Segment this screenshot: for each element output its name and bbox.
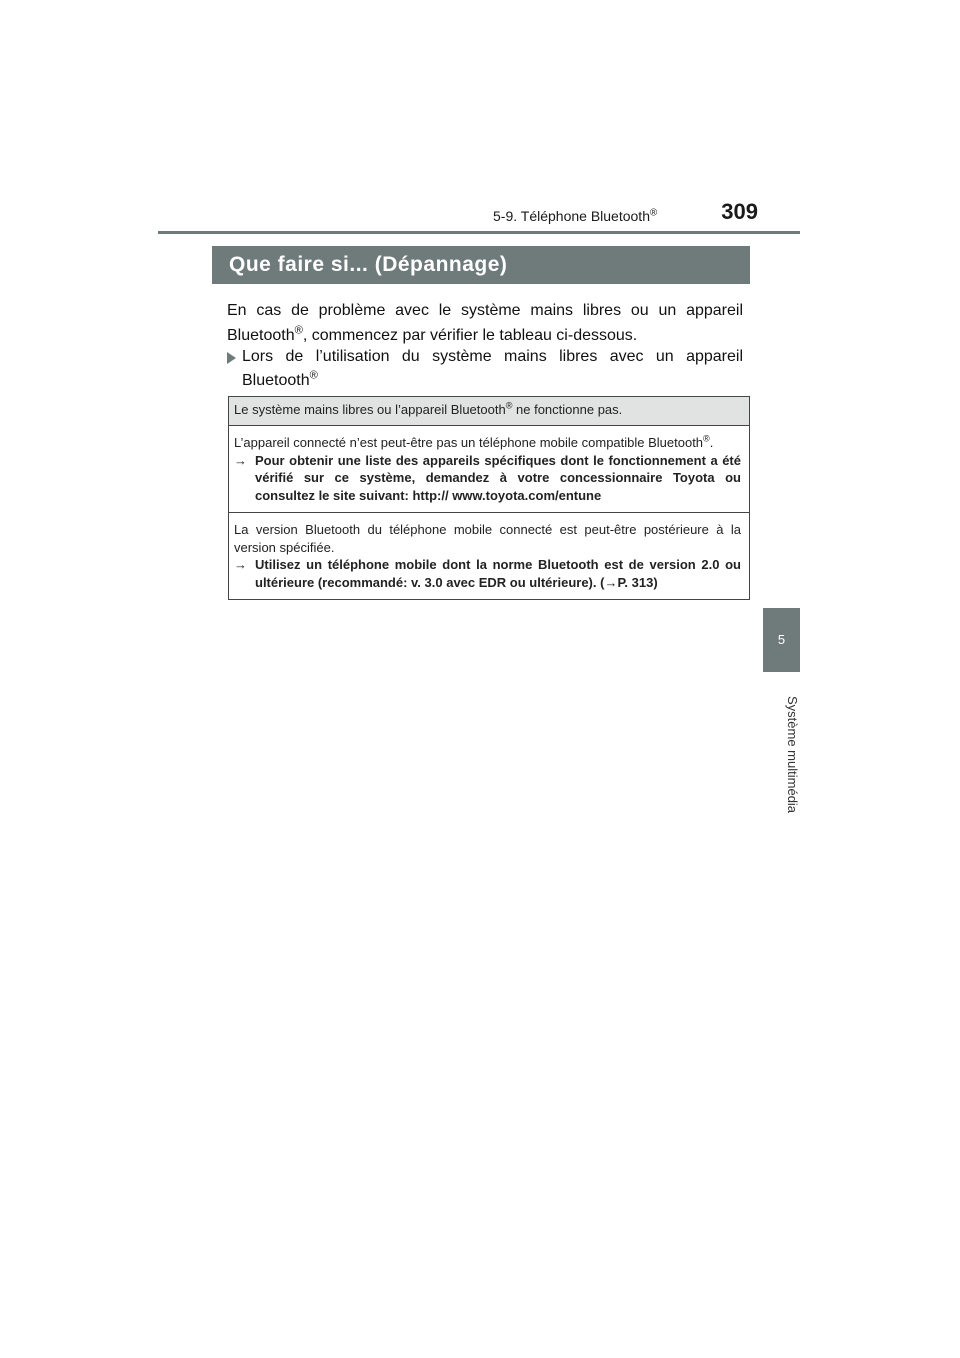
section-reference-text: 5-9. Téléphone Bluetooth: [493, 208, 650, 224]
cause-text: La version Bluetooth du téléphone mobile connecté est peut-être postérieure à la version spécifiée.: [234, 522, 741, 555]
registered-mark: ®: [703, 433, 710, 444]
section-title-bar: [212, 246, 750, 284]
page-number: 309: [721, 199, 758, 224]
arrow-icon: →: [234, 452, 247, 468]
registered-mark: ®: [505, 400, 513, 411]
registered-mark: ®: [309, 369, 318, 382]
table-header: [229, 397, 749, 426]
troubleshooting-table: [228, 396, 750, 600]
arrow-icon: →: [604, 574, 618, 590]
table-header-text-2: ne fonctionne pas.: [512, 402, 623, 417]
intro-paragraph: [227, 298, 743, 348]
table-row: [229, 426, 749, 512]
page-reference: P. 313): [617, 574, 658, 590]
registered-mark: ®: [294, 324, 303, 337]
chapter-tab: [763, 608, 800, 672]
triangle-bullet-icon: [227, 352, 236, 364]
bullet-heading-text: Lors de l’utilisation du système mains libres avec un appareil Bluetooth: [242, 348, 743, 389]
cause-text-1: L’appareil connecté n’est peut-être pas un téléphone mobile compatible Bluetooth: [234, 435, 704, 450]
registered-mark: ®: [649, 207, 658, 219]
remedy-text: [255, 556, 741, 591]
section-reference: [493, 208, 657, 224]
cause-text-2: .: [709, 435, 714, 450]
chapter-label: Système multimédia: [785, 696, 800, 814]
intro-text-2: , commencez par vérifier le tableau ci-dessous.: [302, 327, 638, 344]
remedy-text: Pour obtenir une liste des appareils spécifiques dont le fonctionnement a été vérifié sur ce système, demandez à votre concessionnaire Toyota ou consultez le site suivant: http:// www.toyota.com/entune: [255, 452, 741, 503]
section-title: Que faire si... (Dépannage): [229, 253, 508, 276]
cause-text: [234, 434, 741, 452]
table-header-text-1: Le système mains libres ou l’appareil Bluetooth: [234, 402, 506, 417]
intro-text-1: En cas de problème avec le système mains libres ou un appareil Bluetooth: [227, 302, 743, 344]
chapter-number: 5: [777, 632, 786, 647]
remedy: [234, 556, 741, 591]
remedy-text-1: Utilisez un téléphone mobile dont la norme Bluetooth est de version 2.0 ou ultérieure (recommandé: v. 3.0 avec EDR ou ultérieure). (: [255, 557, 741, 590]
bullet-heading: [227, 345, 743, 393]
table-row: [229, 512, 749, 599]
arrow-icon: →: [234, 557, 247, 572]
header-rule: [158, 231, 800, 234]
remedy: [234, 452, 741, 505]
page-header: [158, 198, 800, 234]
